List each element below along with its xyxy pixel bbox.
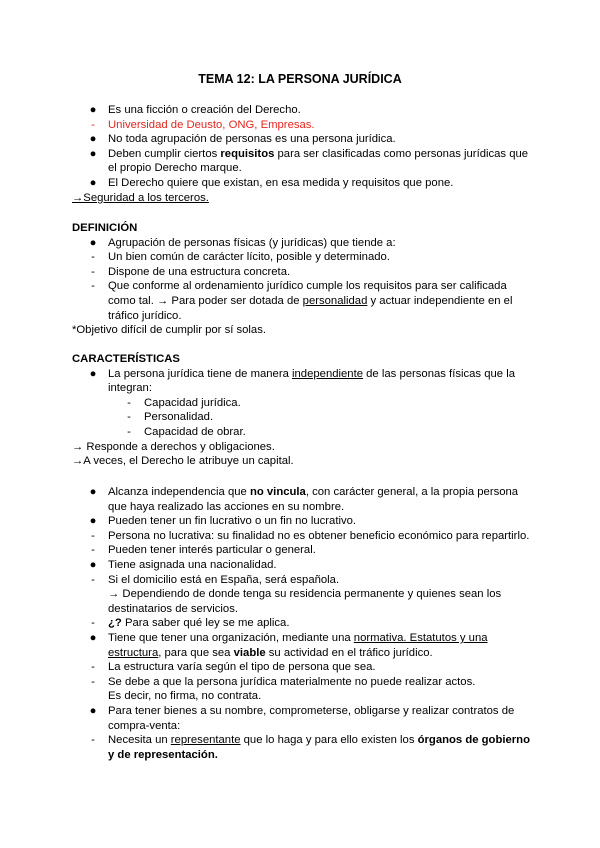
dash-icon: - [127,396,131,409]
footnote: *Objetivo difícil de cumplir por sí solas. [72,324,267,337]
list-item: ● Agrupación de personas físicas (y jurídicas) que tiende a: [89,236,396,249]
definicion-section [0,221,600,338]
list-item: ● Tiene que tener una organización, mediante una normativa. Estatutos y una [89,631,488,644]
list-item: - Universidad de Deusto, ONG, Empresas. [0,118,600,133]
section-heading: DEFINICIÓN [72,222,138,234]
section-heading: CARACTERÍSTICAS [72,353,180,365]
list-item-continuation: el propio Derecho marque. [108,162,242,175]
list-item-continuation: estructura, para que sea viable su actividad en el tráfico jurídico. [108,646,433,659]
list-item: - Dispone de una estructura concreta. [0,265,600,280]
bullet-icon: ● [89,631,97,644]
list-item: - Que conforme al ordenamiento jurídico cumple los requisitos para ser calificada [0,279,600,294]
bullet-icon: ● [89,176,97,189]
page-title: TEMA 12: LA PERSONA JURÍDICA [198,72,402,86]
list-item-continuation: tráfico jurídico. [108,309,182,322]
list-item: ● Es una ficción o creación del Derecho. [89,104,301,116]
dash-icon: - [91,617,95,630]
list-item: - ¿? Para saber qué ley se me aplica. [0,616,600,631]
dash-icon: - [91,573,95,586]
caracteristicas-list [0,485,600,762]
list-item: ● La persona jurídica tiene de manera independiente de las personas físicas que la [89,367,515,380]
list-item-continuation: compra-venta: [108,719,181,732]
list-item: - Necesita un representante que lo haga y para ello existen los órganos de gobierno [0,733,600,748]
bullet-icon: ● [89,147,97,160]
caracteristicas-section [0,352,600,469]
dash-icon: - [91,280,95,293]
dash-icon: - [91,251,95,264]
list-item: ● Alcanza independencia que no vincula, con carácter general, a la propia persona [89,486,519,498]
list-item: ● No toda agrupación de personas es una persona jurídica. [89,133,396,146]
list-item: - Si el domicilio está en España, será española. [0,573,600,588]
bullet-icon: ● [89,515,97,528]
sub-list-item: - Personalidad. [0,410,600,425]
arrow-note: →A veces, el Derecho le atribuye un capital. [72,455,294,468]
dash-icon: - [91,265,95,278]
list-item: ● Deben cumplir ciertos requisitos para ser clasificadas como personas jurídicas que [89,147,529,160]
list-item: - Persona no lucrativa: su finalidad no es obtener beneficio económico para repartirlo. [0,529,600,544]
sub-list-item: - Capacidad jurídica. [0,396,600,411]
list-item: - La estructura varía según el tipo de persona que sea. [0,660,600,675]
list-item: ● Tiene asignada una nacionalidad. [89,558,277,571]
list-item-continuation: Es decir, no firma, no contrata. [108,690,262,703]
list-item-continuation: que haya realizado las acciones en su nombre. [108,500,345,513]
sub-list-item: - Capacidad de obrar. [0,425,600,440]
bullet-icon: ● [89,104,97,116]
bullet-icon: ● [89,133,97,146]
dash-icon: - [91,529,95,542]
intro-section [0,103,600,205]
list-item: - Pueden tener interés particular o general. [0,543,600,558]
bullet-icon: ● [89,367,97,380]
list-item-continuation: integran: [108,382,152,395]
dash-icon: - [91,734,95,747]
list-item-continuation: y de representación. [108,748,218,761]
list-item-continuation: como tal. → Para poder ser dotada de personalidad y actuar independiente en el [108,294,513,307]
dash-icon: - [127,411,131,424]
list-item: ● El Derecho quiere que existan, en esa medida y requisitos que pone. [89,176,454,189]
list-item-continuation: → Dependiendo de donde tenga su residencia permanente y quienes sean los [108,588,502,601]
bullet-icon: ● [89,486,97,498]
dash-icon: - [91,661,95,674]
list-item: ● Pueden tener un fin lucrativo o un fin no lucrativo. [89,515,357,528]
arrow-note: →Seguridad a los terceros. [72,191,209,204]
dash-icon: - [91,544,95,557]
list-item: ● Para tener bienes a su nombre, comprometerse, obligarse y realizar contratos de [89,704,515,717]
bullet-icon: ● [89,704,97,717]
dash-icon: - [127,425,131,438]
dash-icon: - [91,675,95,688]
dash-icon: - [91,118,95,131]
bullet-icon: ● [89,558,97,571]
list-item-continuation: destinatarios de servicios. [108,602,238,615]
arrow-note: → Responde a derechos y obligaciones. [72,440,275,453]
list-item: - Se debe a que la persona jurídica materialmente no puede realizar actos. [0,675,600,690]
list-item: - Un bien común de carácter lícito, posible y determinado. [0,250,600,265]
bullet-icon: ● [89,236,97,249]
